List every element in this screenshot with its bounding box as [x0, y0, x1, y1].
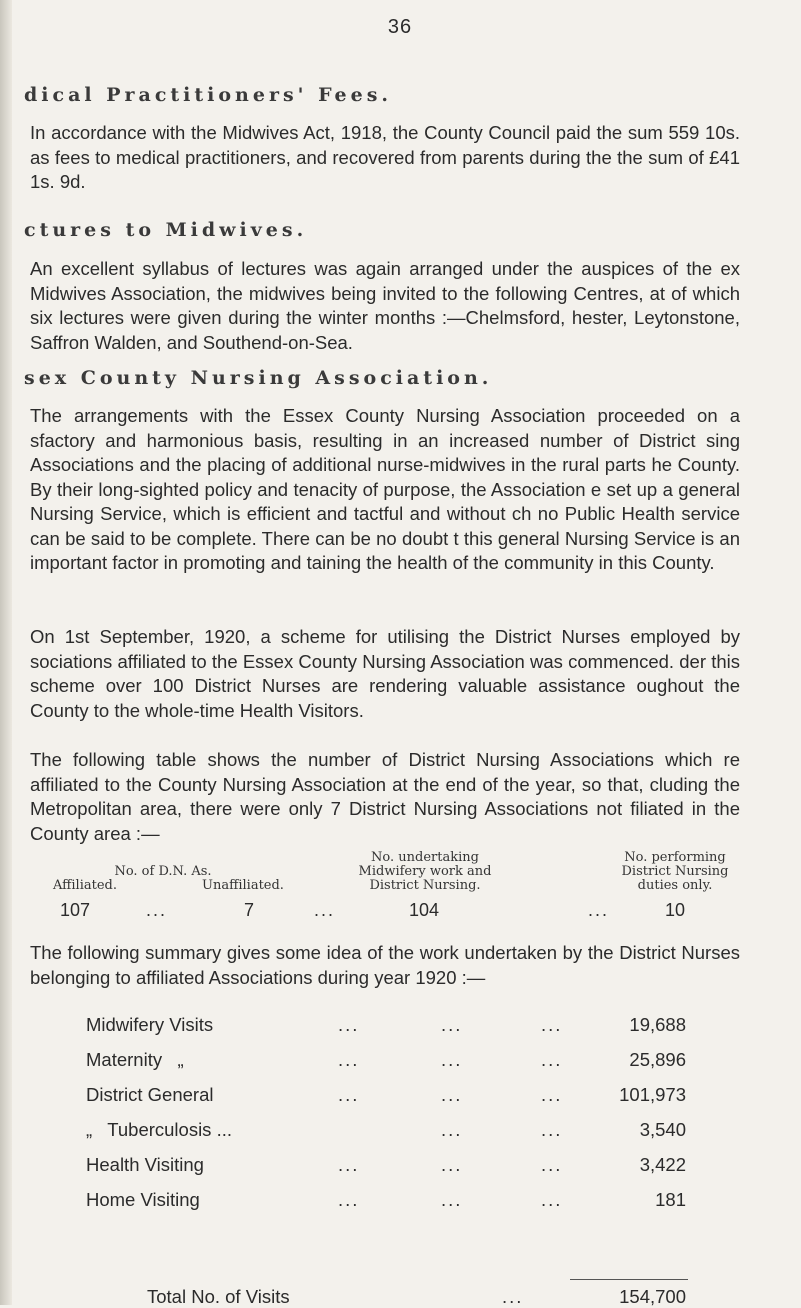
summary-row	[86, 1014, 686, 1038]
paragraph-essex-1	[30, 404, 740, 576]
leader-dots: ...	[441, 1084, 463, 1105]
paragraph-lectures-text: An excellent syllabus of lectures was again arranged under the auspices of the ex Midwives Association, the midwives being invited to the following Centres, at of which six lectures were given during the winter months :—Chelmsford, hester, Leytonstone, Saffron Walden, and Southend-on-Sea.	[30, 258, 740, 353]
dn-table-separator: ...	[588, 900, 610, 920]
paragraph-essex-1-text: The arrangements with the Essex County Nursing Association proceeded on a sfactory and harmonious basis, resulting in an increased number of District sing Associations and the placing of additional nurse-midwives in the rural parts he County. By their long-sighted policy and tenacity of purpose, the Association e set up a general Nursing Service, which is efficient and tactful and without ch no Public Health service can be said to be complete. There can be no doubt t this general Nursing Service is an important factor in promoting and taining the health of the community in this County.	[30, 405, 740, 573]
summary-row	[86, 1189, 686, 1213]
dn-table-value-unaffiliated: 7	[244, 900, 255, 920]
summary-row-label: Health Visiting	[86, 1154, 204, 1175]
dn-table-separator: ...	[314, 900, 336, 920]
dn-table-col-midwifery-line2: Midwifery work and	[358, 864, 492, 879]
leader-dots: ...	[338, 1189, 360, 1210]
dn-table-col-affiliated: Affiliated.	[53, 878, 117, 893]
leader-dots: ...	[541, 1189, 563, 1210]
dn-table-col-unaffiliated: Unaffiliated.	[202, 878, 284, 893]
summary-row-label: Maternity „	[86, 1049, 184, 1070]
leader-dots: ...	[541, 1084, 563, 1105]
leader-dots: ...	[338, 1049, 360, 1070]
paragraph-lectures	[30, 257, 740, 355]
summary-row-label: Midwifery Visits	[86, 1014, 214, 1035]
paragraph-essex-3	[30, 748, 740, 846]
summary-row-value: 3,422	[639, 1154, 686, 1175]
summary-row-label: „ Tuberculosis ...	[86, 1119, 232, 1140]
summary-intro-text: The following summary gives some idea of the work undertaken by the District Nurses belonging to affiliated Associations during year 1920 :—	[30, 942, 740, 988]
dn-table-col-district-line3: duties only.	[637, 878, 713, 893]
leader-dots: ...	[338, 1014, 360, 1035]
dn-table-value-district: 10	[665, 900, 686, 920]
leader-dots: ...	[338, 1154, 360, 1175]
summary-row	[86, 1084, 686, 1108]
summary-row-value: 25,896	[629, 1049, 686, 1070]
total-value: 154,700	[619, 1286, 686, 1307]
leader-dots: ...	[441, 1014, 463, 1035]
total-label: Total No. of Visits	[147, 1286, 290, 1307]
summary-row-value: 181	[655, 1189, 686, 1210]
leader-dots: ...	[541, 1049, 563, 1070]
dn-table-col-district	[600, 851, 750, 893]
heading-essex-nursing: sex County Nursing Association.	[24, 367, 493, 389]
leader-dots: ...	[541, 1119, 563, 1140]
leader-dots: ...	[541, 1014, 563, 1035]
summary-row-value: 3,540	[639, 1119, 686, 1140]
paragraph-essex-2	[30, 625, 740, 723]
leader-dots: ...	[441, 1189, 463, 1210]
paragraph-medical-fees-text: In accordance with the Midwives Act, 1918, the County Council paid the sum 559 10s. as fees to medical practitioners, and recovered from parents during the the sum of £41 1s. 9d.	[30, 122, 740, 192]
leader-dots: ...	[441, 1119, 463, 1140]
dn-table-separator: ...	[146, 900, 168, 920]
dn-table-col-district-line2: District Nursing	[621, 864, 729, 879]
summary-row-value: 19,688	[629, 1014, 686, 1035]
summary-row-value: 101,973	[619, 1084, 686, 1105]
summary-row-label: District General	[86, 1084, 214, 1105]
dn-table-value-affiliated: 107	[60, 900, 91, 920]
heading-medical-fees: dical Practitioners' Fees.	[24, 84, 393, 106]
summary-intro	[30, 941, 740, 990]
paragraph-medical-fees	[30, 121, 740, 195]
page-number: 36	[387, 16, 413, 38]
binding-edge	[0, 0, 12, 1305]
dn-table-col-district-line1: No. performing	[624, 850, 726, 865]
summary-row	[86, 1154, 686, 1178]
dn-table-col-midwifery-line1: No. undertaking	[371, 850, 479, 865]
dn-table-value-midwifery: 104	[409, 900, 440, 920]
heading-lectures: ctures to Midwives.	[24, 219, 308, 241]
dn-table-col-midwifery-line3: District Nursing.	[369, 878, 481, 893]
leader-dots: ...	[338, 1084, 360, 1105]
total-rule	[570, 1279, 688, 1280]
paragraph-essex-2-text: On 1st September, 1920, a scheme for utilising the District Nurses employed by sociations affiliated to the Essex County Nursing Association was commenced. der this scheme over 100 District Nurses are rendering valuable assistance oughout the County to the whole-time Health Visitors.	[30, 626, 740, 721]
leader-dots: ...	[541, 1154, 563, 1175]
paragraph-essex-3-text: The following table shows the number of District Nursing Associations which re affiliated to the County Nursing Association at the end of the year, so that, cluding the Metropolitan area, there were only 7 District Nursing Associations not filiated in the County area :—	[30, 749, 740, 844]
summary-row	[86, 1119, 686, 1143]
summary-row-label: Home Visiting	[86, 1189, 200, 1210]
leader-dots: ...	[502, 1286, 524, 1307]
leader-dots: ...	[441, 1049, 463, 1070]
summary-row	[86, 1049, 686, 1073]
leader-dots: ...	[441, 1154, 463, 1175]
dn-table-col-midwifery	[340, 851, 510, 893]
dn-table-group-header: No. of D.N. As.	[114, 864, 212, 879]
